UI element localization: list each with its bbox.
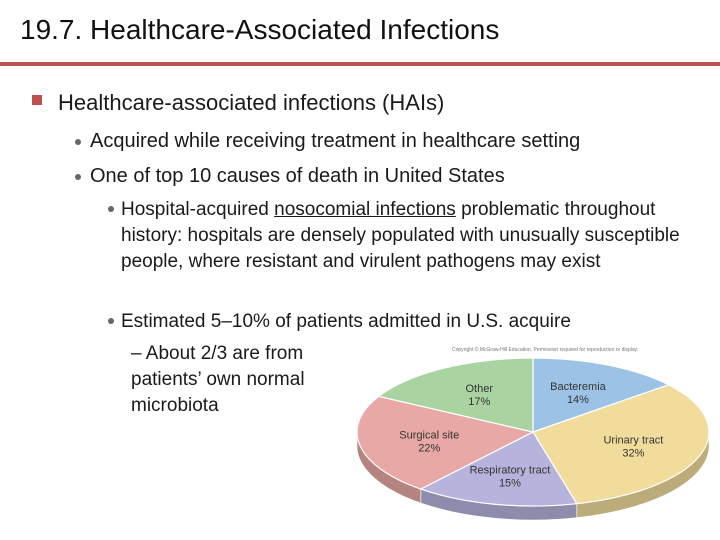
bullet-dot-icon [75,139,81,145]
pie-label-surgical-site: Surgical site [399,429,460,442]
bullet-dot-icon [108,206,114,212]
sub-bullet-acquired: Acquired while receiving treatment in healthcare setting [90,130,581,152]
pie-label-bacteremia: Bacteremia [550,380,606,393]
hai-pie-chart [352,356,714,528]
pie-label-other: Other [465,382,494,395]
sub-bullet-nosocomial [121,197,701,275]
bullet-hais-text: Healthcare-associated infections (HAIs) [58,90,445,115]
pie-value-other: 17% [468,395,491,408]
pie-value-respiratory-tract: 15% [498,477,521,490]
nosocomial-text-start: Hospital-acquired [121,199,275,220]
sub-sub-bullet-microbiota: – About 2/3 are from patients’ own normal microbiota [131,343,305,416]
bullet-dot-icon [75,174,81,180]
sub-bullet-top10: One of top 10 causes of death in United States [90,165,505,187]
title-divider [0,62,720,66]
pie-label-respiratory-tract: Respiratory tract [469,464,551,477]
nosocomial-text-end: problematic throughout history: hospitals are densely populated with unusually susceptible people, where resistant and virulent pathogens may exist [121,199,680,272]
sub-bullet-estimate: Estimated 5–10% of patients admitted in U.S. acquire [121,311,571,332]
nosocomial-term: nosocomial infections [274,199,456,220]
figure-credit: Copyright © McGraw-Hill Education. Permission required for reproduction or display. [452,347,639,353]
pie-value-surgical-site: 22% [418,442,441,455]
pie-label-urinary-tract: Urinary tract [603,434,664,447]
slide-title: 19.7. Healthcare-Associated Infections [20,14,500,45]
square-bullet-icon [32,95,42,105]
bullet-dot-icon [108,318,114,324]
pie-value-bacteremia: 14% [566,393,589,406]
pie-value-urinary-tract: 32% [622,447,645,460]
